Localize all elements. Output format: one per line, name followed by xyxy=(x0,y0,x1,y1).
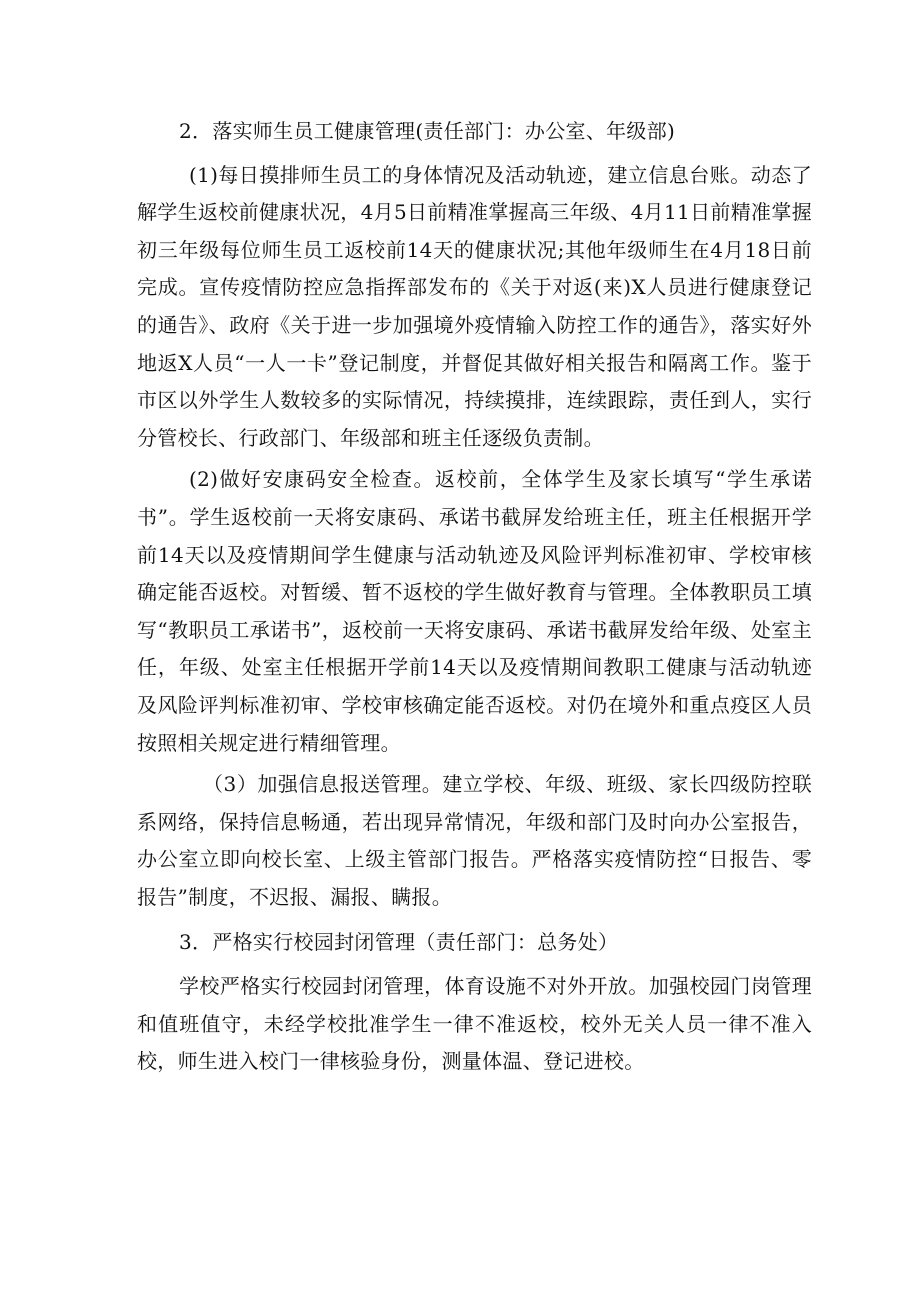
section-2-heading: 2．落实师生员工健康管理(责任部门：办公室、年级部) xyxy=(179,119,676,143)
section-2-paragraph-3: （3）加强信息报送管理。建立学校、年级、班级、家长四级防控联系网络，保持信息畅通，若出现异常情况，年级和部门及时向办公室报告，办公室立即向校长室、上级主管部门报告。严格落实疫情防控“日报告、零报告”制度，不迟报、漏报、瞒报。 xyxy=(137,772,812,909)
section-2-paragraph-2: (2)做好安康码安全检查。返校前，全体学生及家长填写“学生承诺书”。学生返校前一天将安康码、承诺书截屏发给班主任，班主任根据开学前14天以及疫情期间学生健康与活动轨迹及风险评判标准初审、学校审核确定能否返校。对暂缓、暂不返校的学生做好教育与管理。全体教职员工填写“教职员工承诺书”，返校前一天将安康码、承诺书截屏发给年级、处室主任，年级、处室主任根据开学前14天以及疫情期间教职工健康与活动轨迹及风险评判标准初审、学校审核确定能否返校。对仍在境外和重点疫区人员按照相关规定进行精细管理。 xyxy=(137,467,812,755)
section-3-heading: 3．严格实行校园封闭管理（责任部门：总务处） xyxy=(179,930,619,955)
section-2-paragraph-1: (1)每日摸排师生员工的身体情况及活动轨迹，建立信息台账。动态了解学生返校前健康状况，4月5日前精准掌握高三年级、4月11日前精准掌握初三年级每位师生员工返校前14天的健康状况;其他年级师生在4月18日前完成。宣传疫情防控应急指挥部发布的《关于对返(来)X人员进行健康登记的通告》、政府《关于进一步加强境外疫情输入防控工作的通告》，落实好外地返X人员“一人一卡”登记制度，并督促其做好相关报告和隔离工作。鉴于市区以外学生人数较多的实际情况，持续摸排，连续跟踪，责任到人，实行分管校长、行政部门、年级部和班主任逐级负责制。 xyxy=(137,162,812,450)
section-3-paragraph-1: 学校严格实行校园封闭管理，体育设施不对外开放。加强校园门岗管理和值班值守，未经学校批准学生一律不准返校，校外无关人员一律不准入校，师生进入校门一律核验身份，测量体温、登记进校。 xyxy=(137,974,812,1074)
document-body xyxy=(137,113,812,1081)
